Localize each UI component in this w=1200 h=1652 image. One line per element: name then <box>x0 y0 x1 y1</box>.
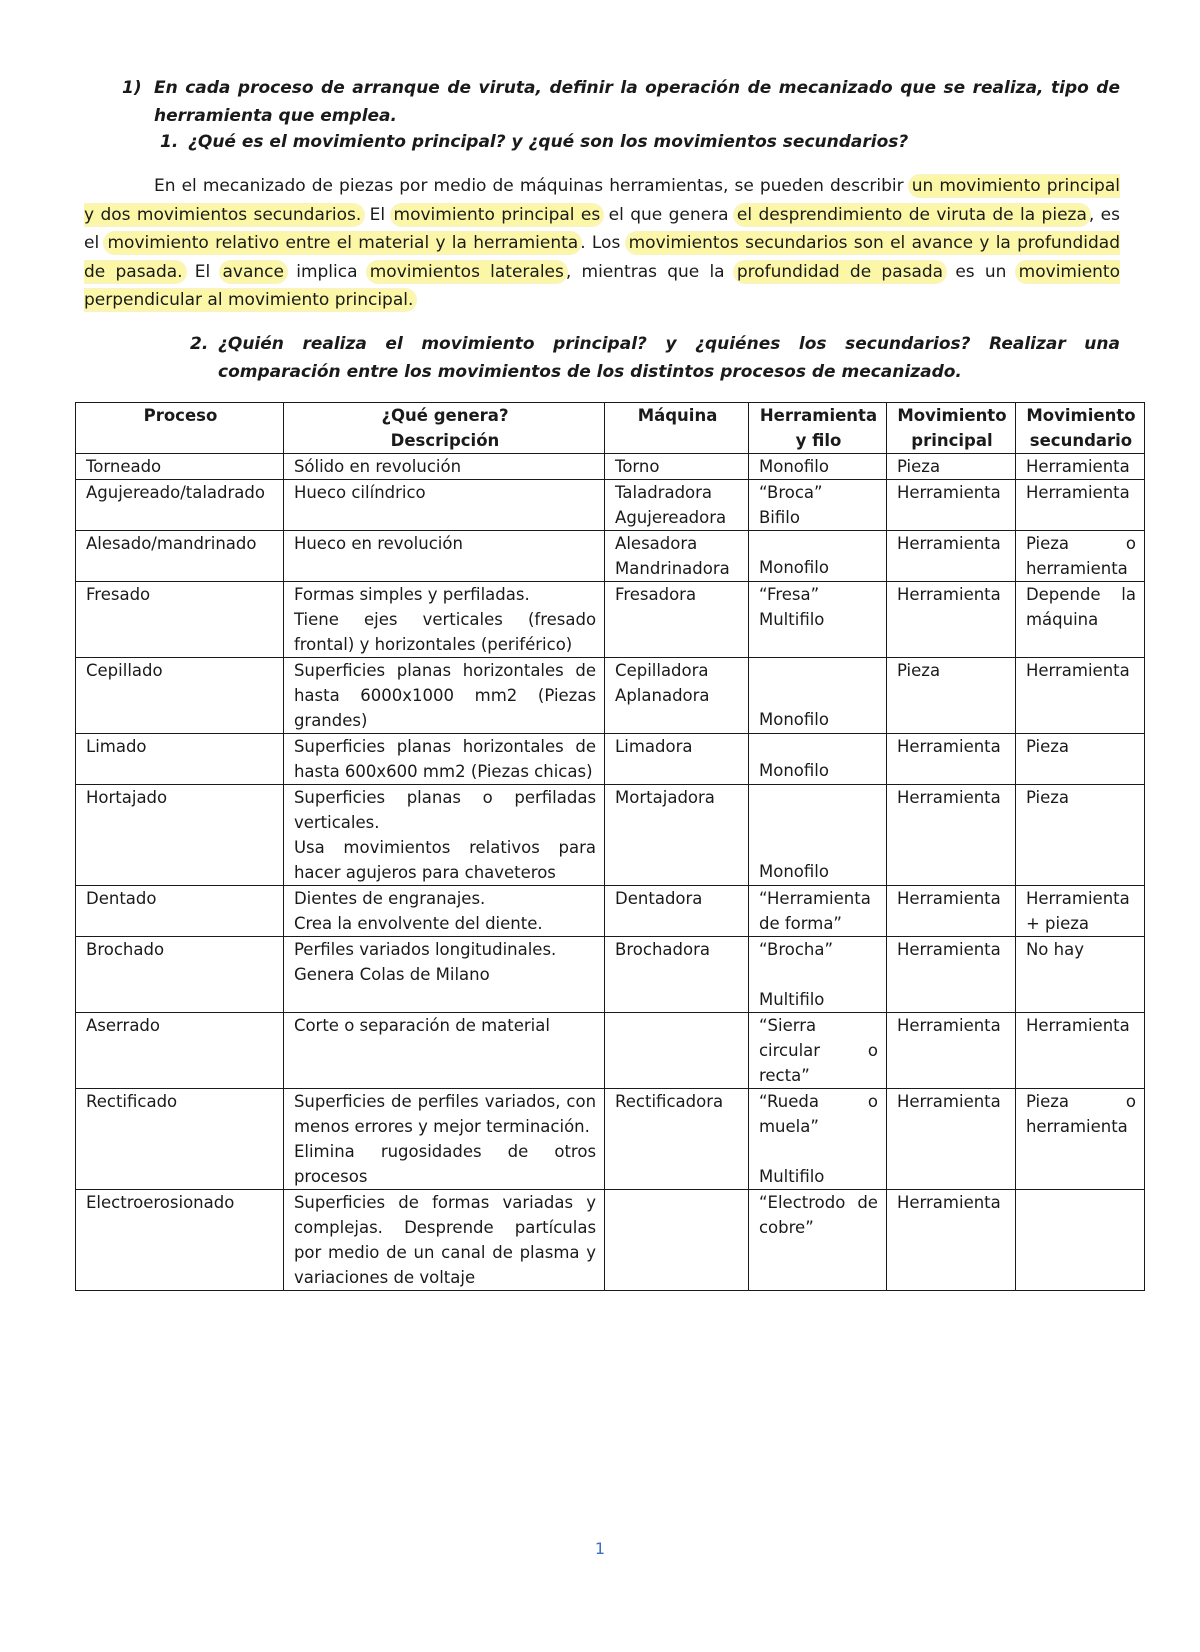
tool-edge-type: Monofilo <box>758 558 829 577</box>
table-row <box>76 1190 1145 1291</box>
highlighted-text: profundidad de pasada <box>736 261 944 282</box>
process-name: Electroerosionado <box>86 1193 235 1212</box>
cell-genera <box>283 937 604 1013</box>
cell-movimiento-secundario <box>1015 658 1144 734</box>
main-movement: Herramienta <box>896 737 1001 756</box>
description-line: Tiene ejes verticales (fresado frontal) y horizontales (periférico) <box>293 610 597 654</box>
cell-movimiento-secundario <box>1015 785 1144 886</box>
process-name: Torneado <box>86 457 162 476</box>
cell-genera <box>283 1190 604 1291</box>
tool-line: “Broca” <box>758 483 823 502</box>
column-header <box>748 403 886 454</box>
cell-herramienta <box>748 582 886 658</box>
question-number: 1) <box>122 78 142 98</box>
description-line: Superficies de perfiles variados, con menos errores y mejor terminación. <box>293 1092 597 1136</box>
tool-line: “Sierra circular o recta” <box>758 1016 878 1085</box>
cell-proceso <box>76 886 284 937</box>
cell-movimiento-principal <box>886 1013 1015 1089</box>
tool-edge-type: Multifilo <box>758 990 825 1009</box>
column-header <box>76 403 284 454</box>
secondary-movement: Herramienta <box>1025 483 1130 502</box>
process-name: Agujereado/taladrado <box>86 483 265 502</box>
table-row <box>76 454 1145 480</box>
cell-genera <box>283 480 604 531</box>
cell-movimiento-secundario <box>1015 886 1144 937</box>
column-header-line: secundario <box>1029 431 1133 450</box>
description-line: Perfiles variados longitudinales. <box>293 940 557 959</box>
table-header <box>76 403 1145 454</box>
cell-herramienta <box>748 785 886 886</box>
cell-herramienta <box>748 1190 886 1291</box>
answer-paragraph <box>84 172 1120 315</box>
secondary-movement: Pieza <box>1025 737 1070 756</box>
cell-genera <box>283 1089 604 1190</box>
cell-proceso <box>76 582 284 658</box>
tool-edge-type: Multifilo <box>758 1167 825 1186</box>
machine-line: Agujereadora <box>615 508 727 527</box>
cell-movimiento-principal <box>886 658 1015 734</box>
column-header <box>1015 403 1144 454</box>
column-header <box>886 403 1015 454</box>
main-movement: Pieza <box>896 661 941 680</box>
cell-proceso <box>76 1013 284 1089</box>
table-row <box>76 1089 1145 1190</box>
cell-herramienta <box>748 886 886 937</box>
cell-maquina <box>605 658 749 734</box>
highlighted-text: el desprendimiento de viruta de la pieza <box>736 204 1087 225</box>
description-line: Crea la envolvente del diente. <box>293 914 543 933</box>
cell-proceso <box>76 734 284 785</box>
description-line: Usa movimientos relativos para hacer agujeros para chaveteros <box>293 838 597 882</box>
cell-herramienta <box>748 480 886 531</box>
cell-proceso <box>76 1190 284 1291</box>
secondary-movement: Herramienta + pieza <box>1025 889 1130 933</box>
sub-question-2 <box>190 330 1120 386</box>
table-row <box>76 785 1145 886</box>
highlighted-text: avance <box>222 261 284 282</box>
cell-movimiento-secundario <box>1015 454 1144 480</box>
process-name: Alesado/mandrinado <box>86 534 257 553</box>
tool-line: “Herramienta de forma” <box>758 889 871 933</box>
description-line: Hueco cilíndrico <box>293 483 426 502</box>
table-row <box>76 886 1145 937</box>
description-line: Superficies planas horizontales de hasta 6000x1000 mm2 (Piezas grandes) <box>293 661 597 730</box>
description-line: Corte o separación de material <box>293 1016 550 1035</box>
machine-line: Mortajadora <box>615 788 715 807</box>
process-name: Hortajado <box>86 788 168 807</box>
cell-maquina <box>605 454 749 480</box>
secondary-movement: Herramienta <box>1025 1016 1130 1035</box>
paragraph-text: . Los <box>580 233 627 253</box>
cell-genera <box>283 734 604 785</box>
description-line: Superficies planas horizontales de hasta 600x600 mm2 (Piezas chicas) <box>293 737 597 781</box>
cell-maquina <box>605 1089 749 1190</box>
description-line: Genera Colas de Milano <box>293 965 490 984</box>
column-header-line: Proceso <box>143 406 218 425</box>
tool-line: “Fresa” <box>758 585 820 604</box>
paragraph-text: implica <box>286 261 368 282</box>
cell-maquina <box>605 531 749 582</box>
tool-line: “Rueda o muela” <box>758 1092 878 1136</box>
column-header-line: Descripción <box>390 431 500 450</box>
cell-maquina <box>605 582 749 658</box>
cell-proceso <box>76 454 284 480</box>
main-movement: Pieza <box>896 457 941 476</box>
column-header-line: y filo <box>795 431 842 450</box>
main-movement: Herramienta <box>896 1092 1001 1111</box>
machine-line: Rectificadora <box>615 1092 724 1111</box>
secondary-movement: No hay <box>1025 940 1084 959</box>
question-text: En cada proceso de arranque de viruta, definir la operación de mecanizado que se realiza, tipo de herramienta que emplea. <box>154 78 1120 126</box>
cell-maquina <box>605 734 749 785</box>
main-movement: Herramienta <box>896 1016 1001 1035</box>
process-name: Brochado <box>86 940 165 959</box>
process-name: Rectificado <box>86 1092 178 1111</box>
tool-edge-type: Monofilo <box>758 457 829 476</box>
paragraph-text: En el mecanizado de piezas por medio de máquinas herramientas, se pueden describir <box>154 176 910 196</box>
cell-movimiento-principal <box>886 480 1015 531</box>
cell-proceso <box>76 1089 284 1190</box>
machine-line: Taladradora <box>615 483 713 502</box>
highlighted-text: movimientos laterales <box>369 261 564 282</box>
table-body <box>76 454 1145 1291</box>
description-line: Superficies de formas variadas y complejas. Desprende partículas por medio de un canal de plasma y variaciones de voltaje <box>293 1193 597 1287</box>
secondary-movement: Pieza o herramienta <box>1025 1092 1136 1136</box>
highlighted-text: movimiento perpendicular al movimiento principal. <box>84 261 1120 310</box>
cell-movimiento-principal <box>886 1190 1015 1291</box>
tool-edge-type: Monofilo <box>758 761 829 780</box>
cell-movimiento-secundario <box>1015 734 1144 785</box>
column-header-line: ¿Qué genera? <box>381 406 509 425</box>
machine-line: Alesadora <box>615 534 698 553</box>
machine-line: Mandrinadora <box>615 559 730 578</box>
description-line: Superficies planas o perfiladas verticales. <box>293 788 597 832</box>
table-row <box>76 531 1145 582</box>
sub-question-1-number: 1. <box>160 132 179 152</box>
machine-line: Fresadora <box>615 585 697 604</box>
cell-herramienta <box>748 1089 886 1190</box>
table-row <box>76 734 1145 785</box>
cell-herramienta <box>748 454 886 480</box>
machine-line: Torno <box>615 457 660 476</box>
cell-genera <box>283 582 604 658</box>
machine-line: Dentadora <box>615 889 703 908</box>
table-header-row <box>76 403 1145 454</box>
column-header <box>283 403 604 454</box>
cell-movimiento-principal <box>886 582 1015 658</box>
main-movement: Herramienta <box>896 788 1001 807</box>
cell-genera <box>283 531 604 582</box>
cell-maquina <box>605 1190 749 1291</box>
cell-movimiento-secundario <box>1015 937 1144 1013</box>
cell-genera <box>283 886 604 937</box>
cell-genera <box>283 658 604 734</box>
cell-movimiento-principal <box>886 937 1015 1013</box>
column-header-line: Movimiento <box>1026 406 1136 425</box>
highlighted-text: movimiento principal es <box>393 204 601 225</box>
paragraph-text: es un <box>945 261 1017 282</box>
cell-proceso <box>76 658 284 734</box>
tool-spacer <box>759 962 878 987</box>
cell-herramienta <box>748 531 886 582</box>
cell-movimiento-secundario <box>1015 480 1144 531</box>
description-line: Sólido en revolución <box>293 457 462 476</box>
cell-proceso <box>76 937 284 1013</box>
main-movement: Herramienta <box>896 534 1001 553</box>
column-header <box>605 403 749 454</box>
secondary-movement: Pieza <box>1025 788 1070 807</box>
column-header-line: Herramienta <box>759 406 878 425</box>
table-row <box>76 937 1145 1013</box>
column-header-line: Máquina <box>637 406 718 425</box>
sub-question-1-text: ¿Qué es el movimiento principal? y ¿qué son los movimientos secundarios? <box>188 132 909 152</box>
process-name: Aserrado <box>86 1016 160 1035</box>
secondary-movement: Pieza o herramienta <box>1025 534 1136 578</box>
cell-herramienta <box>748 1013 886 1089</box>
cell-movimiento-principal <box>886 886 1015 937</box>
main-movement: Herramienta <box>896 1193 1001 1212</box>
cell-genera <box>283 454 604 480</box>
cell-maquina <box>605 937 749 1013</box>
secondary-movement: Depende la máquina <box>1025 585 1136 629</box>
description-line: Hueco en revolución <box>293 534 463 553</box>
cell-herramienta <box>748 658 886 734</box>
tool-line: Multifilo <box>758 610 825 629</box>
table-row <box>76 1013 1145 1089</box>
tool-line: “Electrodo de cobre” <box>758 1193 878 1237</box>
tool-edge-type: Monofilo <box>758 710 829 729</box>
question-heading <box>122 74 1120 130</box>
table-row <box>76 582 1145 658</box>
sub-question-2-text: ¿Quién realiza el movimiento principal? y ¿quiénes los secundarios? Realizar una comparación entre los movimientos de los distintos procesos de mecanizado. <box>218 334 1120 382</box>
cell-movimiento-secundario <box>1015 531 1144 582</box>
paragraph-text: el que genera <box>602 204 735 225</box>
secondary-movement: Herramienta <box>1025 457 1130 476</box>
process-name: Cepillado <box>86 661 163 680</box>
cell-movimiento-secundario <box>1015 1190 1144 1291</box>
cell-movimiento-principal <box>886 531 1015 582</box>
machine-line: Cepilladora <box>615 661 709 680</box>
tool-line: “Brocha” <box>758 940 834 959</box>
cell-maquina <box>605 785 749 886</box>
table-row <box>76 480 1145 531</box>
machine-line: Brochadora <box>615 940 710 959</box>
process-name: Limado <box>86 737 147 756</box>
cell-movimiento-secundario <box>1015 582 1144 658</box>
highlighted-text: movimiento relativo entre el material y la herramienta <box>107 233 579 253</box>
cell-proceso <box>76 480 284 531</box>
column-header-line: principal <box>911 431 993 450</box>
paragraph-text: El <box>184 261 221 282</box>
highlighted-text: movimientos secundarios son el avance y la profundidad de pasada. <box>84 233 1120 282</box>
tool-edge-type: Monofilo <box>758 862 829 881</box>
machine-line: Aplanadora <box>615 686 710 705</box>
cell-proceso <box>76 531 284 582</box>
main-movement: Herramienta <box>896 483 1001 502</box>
cell-proceso <box>76 785 284 886</box>
main-movement: Herramienta <box>896 889 1001 908</box>
cell-genera <box>283 1013 604 1089</box>
machine-line: Limadora <box>615 737 693 756</box>
cell-genera <box>283 785 604 886</box>
sub-question-2-number: 2. <box>190 334 209 354</box>
process-comparison-table <box>75 402 1145 1291</box>
cell-herramienta <box>748 734 886 785</box>
column-header-line: Movimiento <box>897 406 1007 425</box>
main-movement: Herramienta <box>896 585 1001 604</box>
process-name: Dentado <box>86 889 157 908</box>
cell-maquina <box>605 886 749 937</box>
cell-movimiento-principal <box>886 1089 1015 1190</box>
tool-line: Bifilo <box>758 508 800 527</box>
description-line: Formas simples y perfiladas. <box>293 585 530 604</box>
table-row <box>76 658 1145 734</box>
tool-spacer <box>759 1139 878 1164</box>
description-line: Elimina rugosidades de otros procesos <box>293 1142 597 1186</box>
main-movement: Herramienta <box>896 940 1001 959</box>
paragraph-text: , mientras que la <box>565 261 735 282</box>
cell-movimiento-secundario <box>1015 1089 1144 1190</box>
sub-question-1 <box>160 128 1120 156</box>
secondary-movement: Herramienta <box>1025 661 1130 680</box>
cell-herramienta <box>748 937 886 1013</box>
highlighted-text: un movimiento principal y dos movimientos secundarios. <box>84 176 1120 225</box>
page-number: 1 <box>594 1539 606 1558</box>
cell-maquina <box>605 480 749 531</box>
process-name: Fresado <box>86 585 151 604</box>
cell-movimiento-principal <box>886 454 1015 480</box>
paragraph-text: El <box>363 204 392 225</box>
description-line: Dientes de engranajes. <box>293 889 486 908</box>
cell-movimiento-principal <box>886 785 1015 886</box>
cell-movimiento-secundario <box>1015 1013 1144 1089</box>
cell-maquina <box>605 1013 749 1089</box>
cell-movimiento-principal <box>886 734 1015 785</box>
paragraph-text: , es el <box>84 204 1120 253</box>
